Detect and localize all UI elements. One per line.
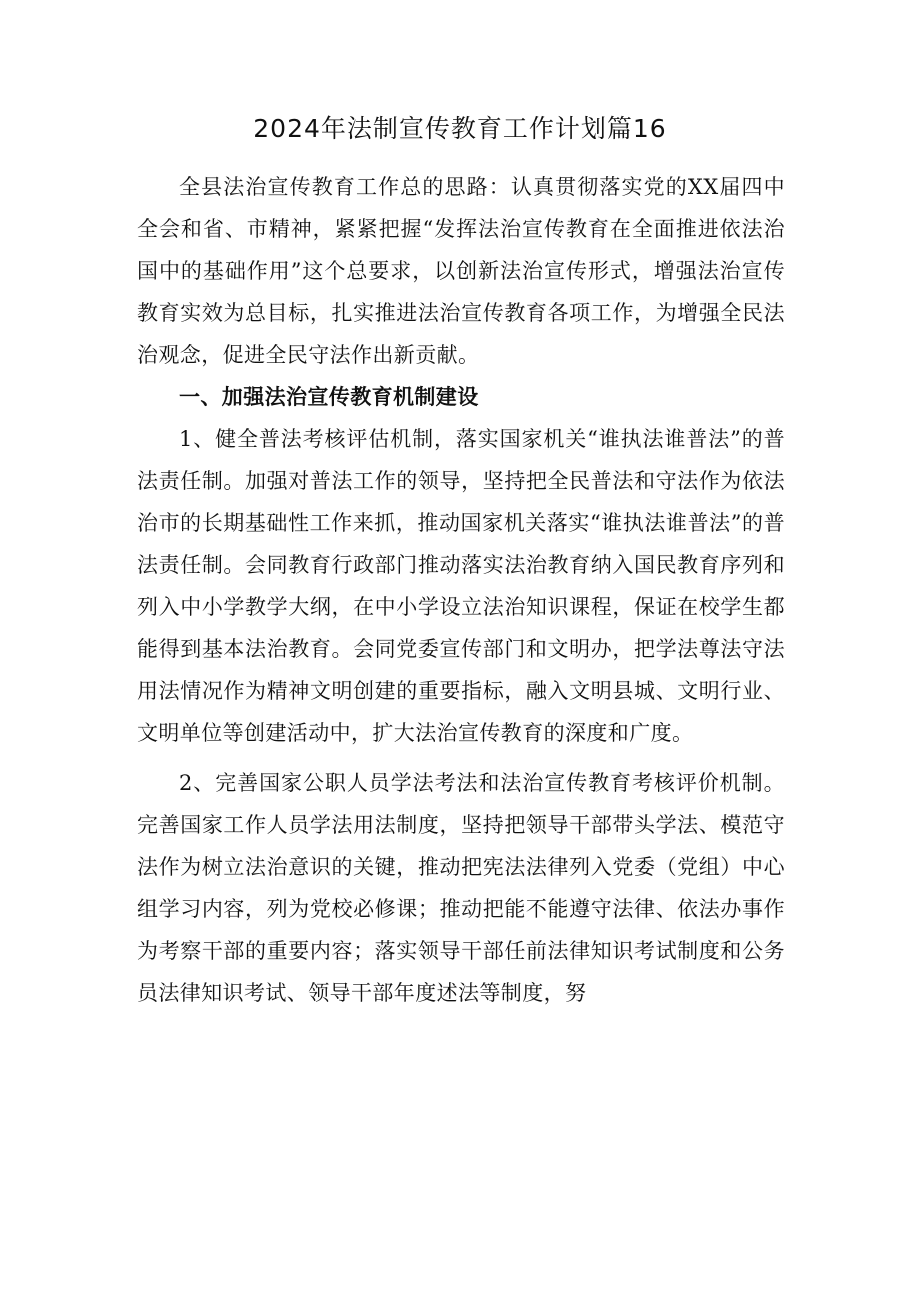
item-1-paragraph: 1、健全普法考核评估机制，落实国家机关“谁执法谁普法”的普法责任制。加强对普法工作的领导，坚持把全民普法和守法作为依法治市的长期基础性工作来抓，推动国家机关落实“谁执法谁普法”的普法责任制。会同教育行政部门推动落实法治教育纳入国民教育序列和列入中小学教学大纲，在中小学设立法治知识课程，保证在校学生都能得到基本法治教育。会同党委宣传部门和文明办，把学法尊法守法用法情况作为精神文明创建的重要指标，融入文明县城、文明行业、文明单位等创建活动中，扩大法治宣传教育的深度和广度。 <box>137 427 785 745</box>
document-body <box>137 166 785 1014</box>
item-2-paragraph: 2、完善国家公职人员学法考法和法治宣传教育考核评价机制。完善国家工作人员学法用法制度，坚持把领导干部带头学法、模范守法作为树立法治意识的关键，推动把宪法法律列入党委（党组）中心组学习内容，列为党校必修课；推动把能不能遵守法律、依法办事作为考察干部的重要内容；落实领导干部任前法律知识考试制度和公务员法律知识考试、领导干部年度述法等制度，努 <box>137 771 785 1005</box>
document-title: 2024年法制宣传教育工作计划篇16 <box>253 114 667 143</box>
section-heading: 一、加强法治宣传教育机制建设 <box>179 385 479 409</box>
intro-paragraph: 全县法治宣传教育工作总的思路：认真贯彻落实党的XX届四中全会和省、市精神，紧紧把握“发挥法治宣传教育在全面推进依法治国中的基础作用”这个总要求，以创新法治宣传形式，增强法治宣传教育实效为总目标，扎实推进法治宣传教育各项工作，为增强全民法治观念，促进全民守法作出新贡献。 <box>137 175 785 367</box>
paragraph-gap <box>137 754 785 762</box>
